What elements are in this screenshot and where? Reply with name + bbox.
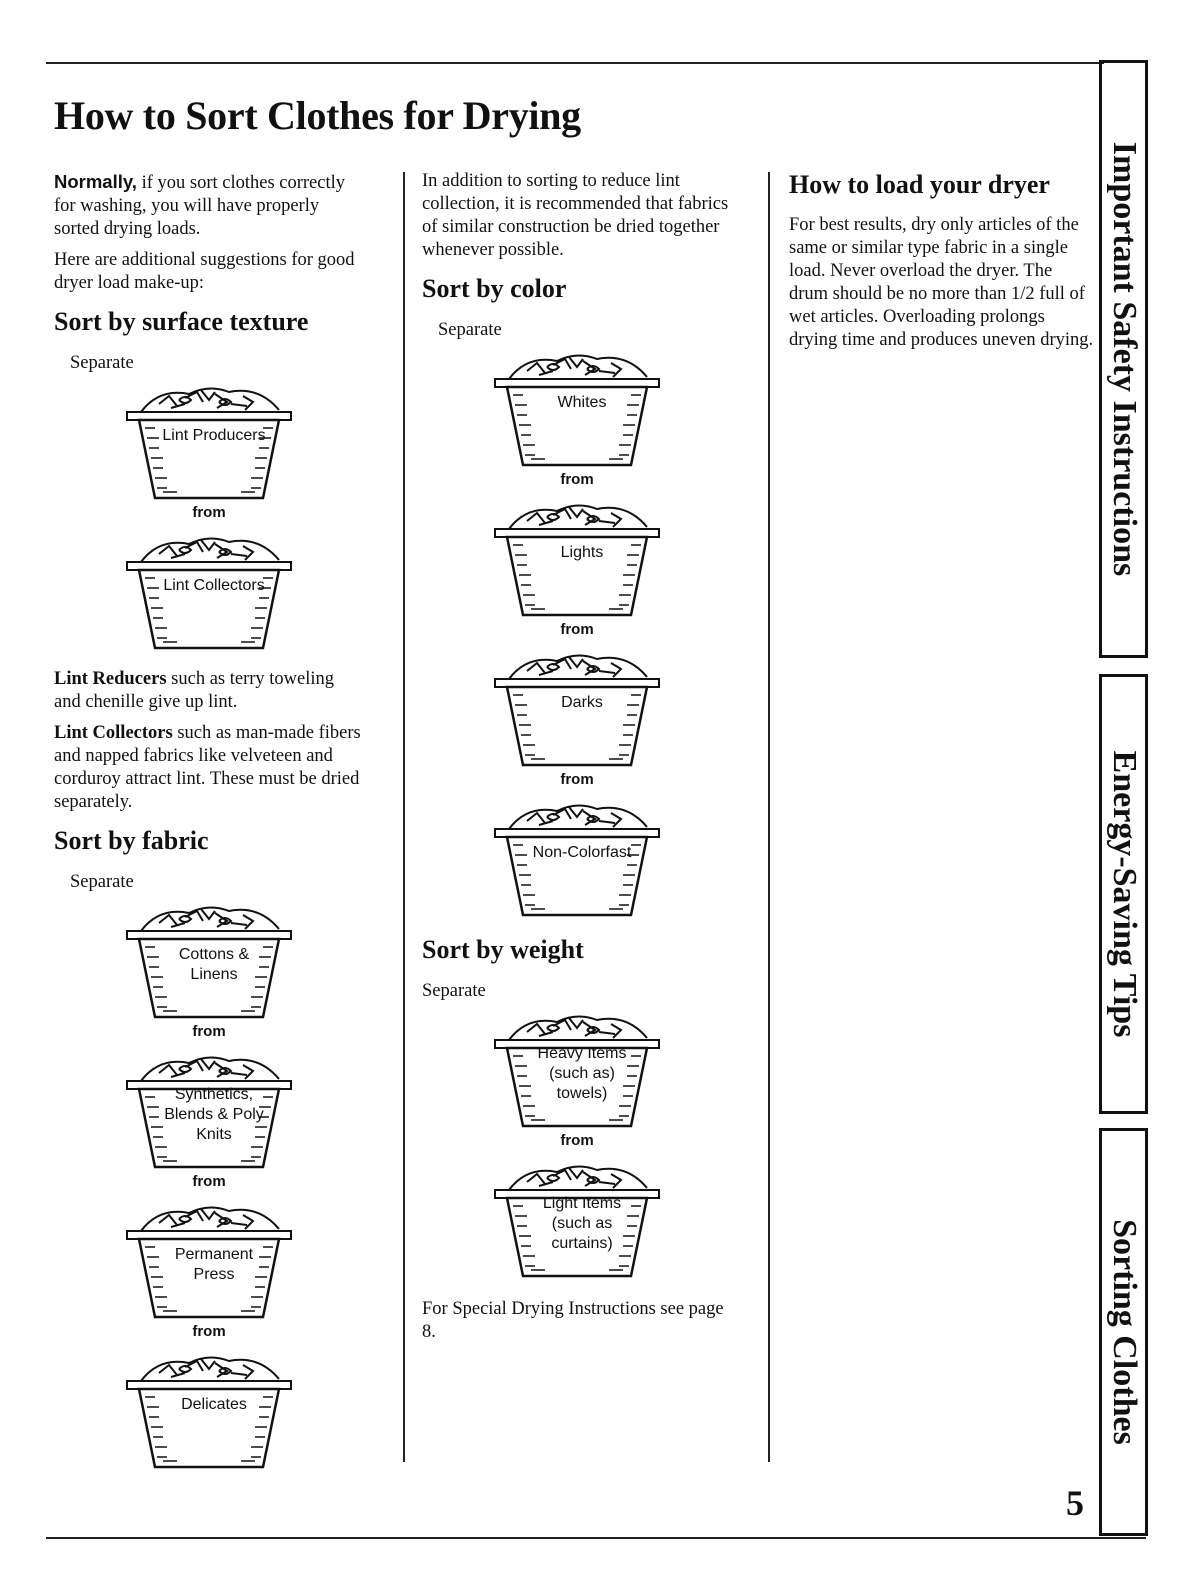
basket-label: Lint Collectors <box>163 577 265 594</box>
intro-bold: Normally, <box>54 171 137 192</box>
lint-collectors-term: Lint Collectors <box>54 723 173 743</box>
from-label: from <box>192 504 226 521</box>
basket-heavy-items <box>487 1010 667 1132</box>
column-divider-1 <box>403 172 405 1462</box>
basket-lights <box>487 499 667 621</box>
lint-collectors-text: such as man-made fibers and napped fabrics like velveteen and corduroy attract lint. These must be dried separately. <box>54 723 361 812</box>
heading-surface-texture: Sort by surface texture <box>54 307 309 336</box>
basket-label: Cottons & Linens <box>178 946 250 983</box>
tab-energy-saving[interactable] <box>1099 674 1149 1114</box>
basket-cottons-linens <box>119 901 299 1023</box>
column-middle <box>422 170 732 1352</box>
lint-reducers-paragraph <box>54 668 364 714</box>
intro-paragraph-2: Here are additional suggestions for good dryer load make-up: <box>54 250 355 293</box>
from-label: from <box>192 1023 226 1040</box>
basket-lint-collectors <box>119 532 299 654</box>
basket-lint-producers <box>119 382 299 504</box>
tab-label: Sorting Clothes <box>1106 1219 1143 1445</box>
tab-label: Energy-Saving Tips <box>1106 750 1143 1038</box>
separate-label: Separate <box>422 981 486 1001</box>
separate-label: Separate <box>70 353 134 373</box>
basket-light-items <box>487 1160 667 1282</box>
lint-reducers-term: Lint Reducers <box>54 669 167 689</box>
from-label: from <box>560 621 594 638</box>
tab-important-safety[interactable] <box>1099 60 1149 658</box>
from-label: from <box>560 1132 594 1149</box>
separate-label: Separate <box>70 872 134 892</box>
from-label: from <box>560 771 594 788</box>
load-dryer-paragraph: For best results, dry only articles of the same or similar type fabric in a single load. Never overload the dryer. The drum should be no more than 1/2 full of wet articles. Overloading prolongs drying time and produces uneven drying. <box>789 215 1094 350</box>
basket-label: Lint Producers <box>162 427 266 444</box>
lint-collectors-paragraph <box>54 722 364 814</box>
section-tabs <box>1099 60 1149 1540</box>
tab-label: Important Safety Instructions <box>1106 141 1143 577</box>
from-label: from <box>192 1173 226 1190</box>
basket-delicates <box>119 1351 299 1473</box>
special-instructions-note: For Special Drying Instructions see page 8. <box>422 1299 724 1342</box>
column-divider-2 <box>768 172 770 1462</box>
heading-fabric: Sort by fabric <box>54 826 209 855</box>
basket-label: Light Items (such as curtains) <box>542 1195 622 1252</box>
column-left <box>54 170 364 1473</box>
basket-label: Synthetics, Blends & Poly Knits <box>164 1086 264 1143</box>
page-title: How to Sort Clothes for Drying <box>54 93 581 138</box>
basket-darks <box>487 649 667 771</box>
basket-label: Permanent Press <box>174 1246 254 1283</box>
from-label: from <box>560 471 594 488</box>
basket-label: Delicates <box>181 1396 247 1413</box>
lint-intro-paragraph: In addition to sorting to reduce lint collection, it is recommended that fabrics of similar construction be dried together whenever possible. <box>422 171 729 260</box>
top-rule <box>46 62 1104 64</box>
basket-synthetics <box>119 1051 299 1173</box>
heading-color: Sort by color <box>422 274 567 303</box>
basket-whites <box>487 349 667 471</box>
basket-permanent-press <box>119 1201 299 1323</box>
basket-label: Whites <box>557 394 607 411</box>
basket-label: Heavy Items (such as) towels) <box>537 1045 627 1102</box>
tab-sorting-clothes[interactable] <box>1099 1128 1149 1536</box>
heading-weight: Sort by weight <box>422 935 584 964</box>
intro-paragraph <box>54 170 364 241</box>
from-label: from <box>192 1323 226 1340</box>
heading-load-dryer: How to load your dryer <box>789 170 1050 199</box>
separate-label: Separate <box>438 320 502 340</box>
page-number: 5 <box>1066 1483 1084 1523</box>
basket-non-colorfast <box>487 799 667 921</box>
basket-label: Lights <box>560 544 604 561</box>
column-right <box>789 170 1094 360</box>
basket-label: Non-Colorfast <box>532 844 632 861</box>
basket-label: Darks <box>561 694 603 711</box>
lint-reducers-text: such as terry toweling and chenille give up lint. <box>54 669 335 712</box>
bottom-rule <box>46 1537 1146 1539</box>
intro-text: if you sort clothes correctly for washing, you will have properly sorted drying loads. <box>54 173 345 239</box>
